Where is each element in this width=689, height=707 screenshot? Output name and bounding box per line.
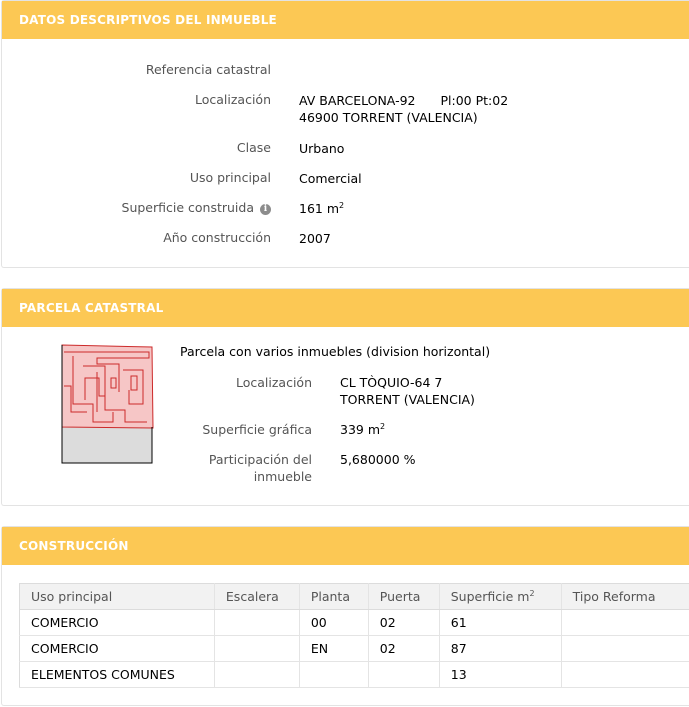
cell-escalera	[214, 636, 299, 662]
parcela-address-city: TORRENT (VALENCIA)	[340, 392, 475, 407]
parcela-catastral-panel	[1, 288, 689, 506]
uso-label: Uso principal	[189, 170, 271, 185]
cell-planta: 00	[299, 610, 368, 636]
address-floor: Pl:00 Pt:02	[440, 93, 509, 108]
cell-superficie: 87	[439, 636, 561, 662]
cell-uso: COMERCIO	[20, 610, 215, 636]
address-city: 46900 TORRENT (VALENCIA)	[299, 110, 478, 125]
anio-value: 2007	[299, 231, 331, 246]
cell-superficie: 61	[439, 610, 561, 636]
table-header-row	[20, 584, 689, 610]
cell-uso: COMERCIO	[20, 636, 215, 662]
table-row	[20, 610, 689, 636]
cell-tipo-reforma	[561, 636, 689, 662]
column-header-puerta: Puerta	[368, 584, 439, 610]
cell-tipo-reforma	[561, 610, 689, 636]
parcela-localizacion-label: Localización	[235, 375, 312, 390]
participacion-label	[209, 451, 312, 485]
uso-value: Comercial	[299, 171, 362, 186]
parcela-superficie-label: Superficie gráfica	[202, 422, 312, 437]
parcela-superficie-exp: 2	[380, 422, 386, 431]
localizacion-value	[299, 92, 508, 126]
info-icon[interactable]: i	[260, 204, 271, 215]
superficie-exp: 2	[339, 201, 345, 210]
column-header-planta: Planta	[299, 584, 368, 610]
parcela-description: Parcela con varios inmuebles (division horizontal)	[180, 344, 491, 359]
parcela-address-street: CL TÒQUIO-64 7	[340, 375, 443, 390]
column-header-escalera: Escalera	[214, 584, 299, 610]
cell-puerta: 02	[368, 610, 439, 636]
superficie-number: 161 m	[299, 201, 340, 216]
anio-label: Año construcción	[163, 230, 271, 245]
panel-title: DATOS DESCRIPTIVOS DEL INMUEBLE	[19, 13, 277, 27]
cell-puerta	[368, 662, 439, 688]
referencia-label: Referencia catastral	[145, 62, 271, 77]
address-street: AV BARCELONA-92	[299, 93, 416, 108]
cell-uso: ELEMENTOS COMUNES	[20, 662, 215, 688]
panel-title: CONSTRUCCIÓN	[19, 539, 129, 553]
cell-tipo-reforma	[561, 662, 689, 688]
superficie-label	[122, 200, 271, 215]
participacion-label-line2: inmueble	[253, 469, 312, 484]
localizacion-label: Localización	[194, 92, 271, 107]
cell-escalera	[214, 610, 299, 636]
construccion-table	[19, 583, 689, 688]
column-header-tipo-reforma: Tipo Reforma	[561, 584, 689, 610]
column-header-uso: Uso principal	[20, 584, 215, 610]
panel-title: PARCELA CATASTRAL	[19, 301, 164, 315]
cell-planta	[299, 662, 368, 688]
superficie-value	[299, 200, 344, 217]
parcela-localizacion-value	[340, 374, 475, 408]
panel-header	[2, 1, 689, 39]
construccion-panel	[1, 526, 689, 706]
panel-header	[2, 527, 689, 565]
cell-superficie: 13	[439, 662, 561, 688]
datos-descriptivos-panel	[1, 0, 689, 268]
clase-value: Urbano	[299, 141, 345, 156]
participacion-value: 5,680000 %	[340, 452, 416, 467]
parcela-superficie-value	[340, 421, 385, 438]
parcel-map-image[interactable]	[59, 342, 157, 466]
column-header-superficie-text: Superficie m	[450, 589, 530, 604]
clase-label: Clase	[236, 140, 271, 155]
column-header-superficie	[439, 584, 561, 610]
table-row	[20, 662, 689, 688]
superficie-label-text: Superficie construida	[121, 200, 255, 215]
cell-planta: EN	[299, 636, 368, 662]
parcela-superficie-number: 339 m	[340, 422, 381, 437]
participacion-label-line1: Participación del	[208, 452, 312, 467]
cell-escalera	[214, 662, 299, 688]
panel-header	[2, 289, 689, 327]
cell-puerta: 02	[368, 636, 439, 662]
column-header-superficie-exp: 2	[529, 589, 535, 598]
table-row	[20, 636, 689, 662]
